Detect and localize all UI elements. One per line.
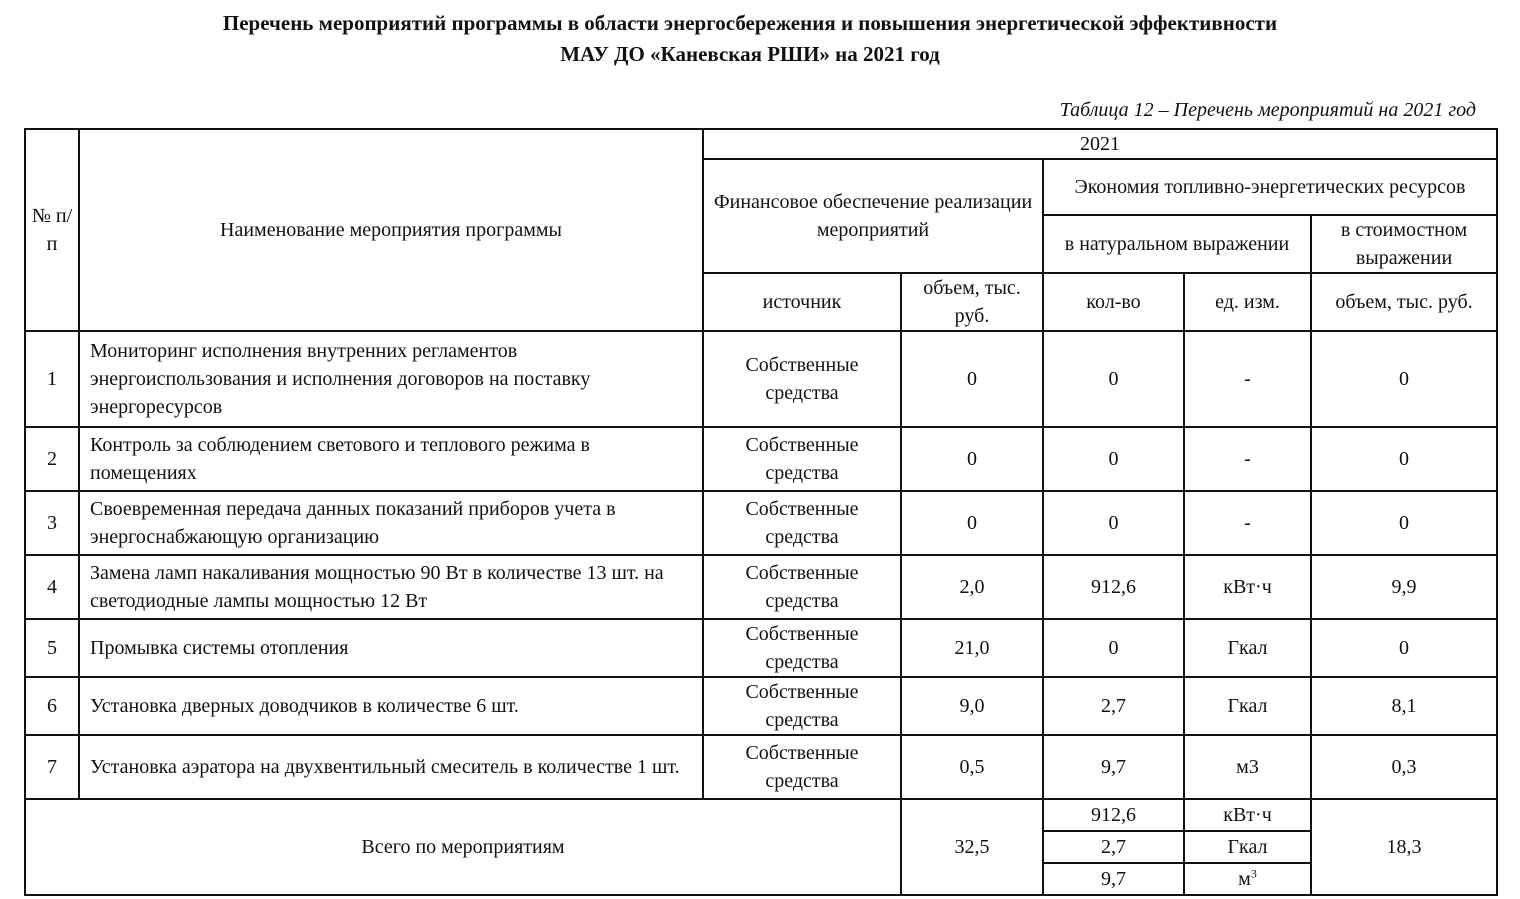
row-name: Замена ламп накаливания мощностью 90 Вт в количестве 13 шт. на светодиодные лампы мощностью 12 Вт [79,555,703,619]
row-unit: - [1184,331,1311,427]
row-qty: 912,6 [1043,555,1184,619]
table-row [25,427,1497,491]
row-cost: 0 [1311,619,1497,677]
row-name: Установка аэратора на двухвентильный смеситель в количестве 1 шт. [79,735,703,799]
row-source: Собственные средства [703,677,901,735]
row-num: 6 [25,677,79,735]
row-unit: Гкал [1184,677,1311,735]
header-unit: ед. изм. [1184,273,1311,331]
row-source: Собственные средства [703,331,901,427]
row-cost: 9,9 [1311,555,1497,619]
measures-table [24,128,1498,896]
row-source: Собственные средства [703,735,901,799]
total-unit-base: м [1238,868,1251,890]
header-volume: объем, тыс. руб. [901,273,1043,331]
header-cost: в стоимостном выражении [1311,215,1497,273]
row-num: 4 [25,555,79,619]
row-volume: 0 [901,491,1043,555]
row-name: Установка дверных доводчиков в количестве 6 шт. [79,677,703,735]
total-unit [1184,863,1311,895]
total-unit: Гкал [1184,831,1311,863]
header-name: Наименование мероприятия программы [79,129,703,331]
table-row [25,735,1497,799]
header-year: 2021 [703,129,1497,159]
row-volume: 9,0 [901,677,1043,735]
row-qty: 2,7 [1043,677,1184,735]
header-num: № п/п [25,129,79,331]
table-row [25,491,1497,555]
row-volume: 2,0 [901,555,1043,619]
table-row [25,331,1497,427]
document-title-line1: Перечень мероприятий программы в области энергосбережения и повышения энергетической эффективности [222,11,1278,35]
table-row [25,677,1497,735]
total-unit-superscript: 3 [1250,866,1257,881]
row-unit: м3 [1184,735,1311,799]
header-qty: кол-во [1043,273,1184,331]
total-qty: 912,6 [1043,799,1184,831]
row-cost: 8,1 [1311,677,1497,735]
row-source: Собственные средства [703,619,901,677]
row-name: Контроль за соблюдением светового и теплового режима в помещениях [79,427,703,491]
total-row [25,799,1497,831]
row-name: Своевременная передача данных показаний приборов учета в энергоснабжающую организацию [79,491,703,555]
row-cost: 0 [1311,427,1497,491]
header-finance: Финансовое обеспечение реализации мероприятий [703,159,1043,273]
row-name: Промывка системы отопления [79,619,703,677]
row-unit: кВт·ч [1184,555,1311,619]
row-qty: 9,7 [1043,735,1184,799]
total-cost: 18,3 [1311,799,1497,895]
table-row [25,619,1497,677]
row-unit: Гкал [1184,619,1311,677]
row-num: 2 [25,427,79,491]
row-name: Мониторинг исполнения внутренних регламентов энергоиспользования и исполнения договоров на поставку энергоресурсов [79,331,703,427]
row-num: 3 [25,491,79,555]
document-title-line2: МАУ ДО «Каневская РШИ» на 2021 год [560,42,940,66]
total-unit: кВт·ч [1184,799,1311,831]
table-caption: Таблица 12 – Перечень мероприятий на 2021 год [1059,99,1476,121]
row-num: 1 [25,331,79,427]
row-volume: 0,5 [901,735,1043,799]
row-cost: 0 [1311,331,1497,427]
row-source: Собственные средства [703,491,901,555]
row-qty: 0 [1043,331,1184,427]
row-volume: 21,0 [901,619,1043,677]
row-cost: 0,3 [1311,735,1497,799]
total-label: Всего по мероприятиям [25,799,901,895]
row-source: Собственные средства [703,427,901,491]
header-row-year [25,129,1497,159]
row-num: 7 [25,735,79,799]
row-qty: 0 [1043,619,1184,677]
row-volume: 0 [901,331,1043,427]
row-unit: - [1184,427,1311,491]
row-qty: 0 [1043,427,1184,491]
row-cost: 0 [1311,491,1497,555]
total-volume: 32,5 [901,799,1043,895]
header-economy: Экономия топливно-энергетических ресурсов [1043,159,1497,215]
row-qty: 0 [1043,491,1184,555]
header-cost-volume: объем, тыс. руб. [1311,273,1497,331]
row-unit: - [1184,491,1311,555]
header-source: источник [703,273,901,331]
table-row [25,555,1497,619]
row-num: 5 [25,619,79,677]
row-source: Собственные средства [703,555,901,619]
total-qty: 2,7 [1043,831,1184,863]
row-volume: 0 [901,427,1043,491]
total-qty: 9,7 [1043,863,1184,895]
header-natural: в натуральном выражении [1043,215,1311,273]
